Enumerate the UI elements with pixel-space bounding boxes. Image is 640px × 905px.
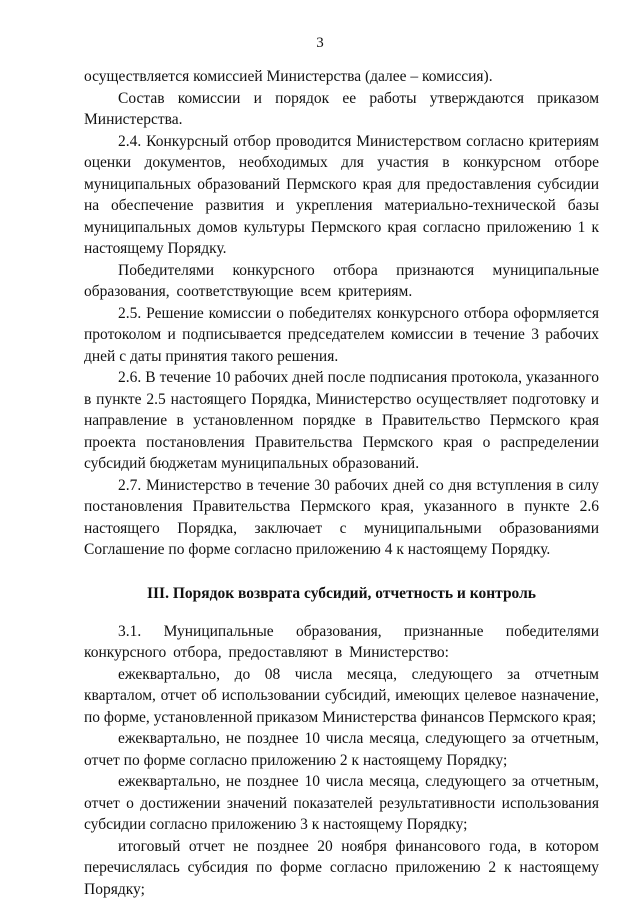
paragraph-2-4: 2.4. Конкурсный отбор проводится Министерством согласно критериям оценки документов, необходимых для участия в конкурсном отборе муниципальных образований Пермского края для предоставления субсидии на обеспечение развития и укрепления материально-технической базы муниципальных домов культуры Пермского края согласно приложению 1 к настоящему Порядку. [84,132,599,257]
paragraph: ежеквартально, не позднее 10 числа месяца, следующего за отчетным, отчет о достижении значений показателей результативности использования субсидии согласно приложению 3 к настоящему Порядку; [84,773,599,833]
document-body [84,66,599,900]
paragraph: итоговый отчет не позднее 20 ноября финансового года, в котором перечислялась субсидия по форме согласно приложению 2 к настоящему Порядку; [84,837,599,898]
paragraph: ежеквартально, до 08 числа месяца, следующего за отчетным кварталом, отчет об использовании субсидий, имеющих целевое назначение, по форме, установленной приказом Министерства финансов Пермского края; [84,665,599,726]
paragraph: ежеквартально, не позднее 10 числа месяца, следующего за отчетным, отчет по форме согласно приложению 2 к настоящему Порядку; [84,730,599,769]
page-number: 3 [316,35,324,51]
paragraph-3-1: 3.1. Муниципальные образования, признанные победителями конкурсного отбора, предоставляют в Министерство: [84,622,599,661]
paragraph: осуществляется комиссией Министерства (далее – комиссия). [84,68,493,85]
section-heading: III. Порядок возврата субсидий, отчетность и контроль [146,584,536,602]
paragraph-2-5: 2.5. Решение комиссии о победителях конкурсного отбора оформляется протоколом и подписывается председателем комиссии в течение 3 рабочих дней с даты принятия такого решения. [84,304,599,365]
paragraph: Победителями конкурсного отбора признаются муниципальные образования, соответствующие всем критериям. [84,261,599,300]
paragraph-2-7: 2.7. Министерство в течение 30 рабочих дней со дня вступления в силу постановления Правительства Пермского края, указанного в пункте 2.6 настоящего Порядка, заключает с муниципальными образованиями Соглашение по форме согласно приложению 4 к настоящему Порядку. [84,476,599,558]
paragraph-2-6: 2.6. В течение 10 рабочих дней после подписания протокола, указанного в пункте 2.5 настоящего Порядка, Министерство осуществляет подготовку и направление в установленном порядке в Правительство Пермского края проекта постановления Правительства Пермского края о распределении субсидий бюджетам муниципальных образований. [84,369,599,472]
paragraph: Состав комиссии и порядок ее работы утверждаются приказом Министерства. [84,89,599,128]
